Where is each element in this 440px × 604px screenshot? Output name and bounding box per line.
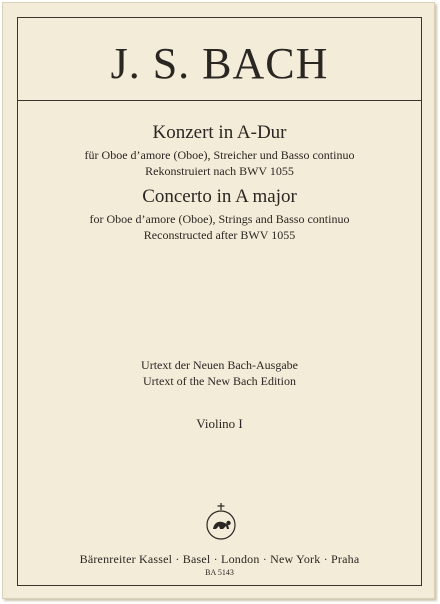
composer-name: J. S. BACH	[110, 39, 329, 88]
title-divider	[18, 100, 421, 101]
score-cover-page	[2, 2, 435, 599]
part-name: Violino I	[196, 416, 243, 431]
urtext-german: Urtext der Neuen Bach-Ausgabe	[141, 358, 298, 372]
english-title: Concerto in A major	[142, 186, 297, 207]
german-title: Konzert in A-Dur	[152, 122, 287, 143]
urtext-english: Urtext of the New Bach Edition	[143, 374, 296, 388]
publisher-imprint: Bärenreiter Kassel · Basel · London · New York · Praha	[79, 552, 360, 566]
german-scoring: für Oboe d’amore (Oboe), Streicher und Basso continuo	[84, 148, 355, 162]
cover-frame	[17, 17, 422, 586]
baerenreiter-bear-logo-icon	[204, 502, 238, 542]
english-scoring: for Oboe d’amore (Oboe), Strings and Basso continuo	[89, 212, 350, 226]
german-reconstruction-note: Rekonstruiert nach BWV 1055	[145, 164, 294, 178]
english-reconstruction-note: Reconstructed after BWV 1055	[143, 228, 296, 242]
catalog-number: BA 5143	[205, 568, 234, 577]
